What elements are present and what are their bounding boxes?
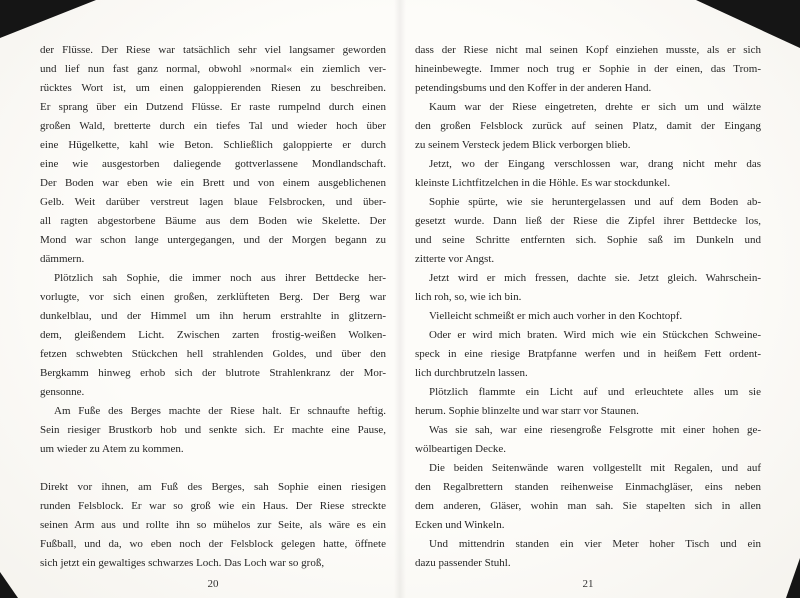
page-left: [40, 41, 386, 597]
page-text: [415, 41, 761, 573]
page-gutter-shadow: [394, 0, 406, 598]
paragraph: [415, 307, 761, 326]
text-line: gesetzt wurde. Dann ließ der Riese die Zipfel ihrer Bettdecke los,: [415, 215, 761, 227]
text-line: Plötzlich flammte ein Licht auf und erleuchtete alles um sie: [429, 386, 761, 398]
text-line: dunkelblau, und der Himmel um ihn herum erstrahlte in glitzern-: [40, 310, 386, 322]
text-line: sich jetzt ein gewaltiges schwarzes Loch. Das Loch war so groß,: [40, 557, 325, 569]
text-line: Jetzt, wo der Eingang verschlossen war, drang nicht mehr das: [429, 158, 761, 170]
text-line: zitterte vor Angst.: [415, 253, 495, 265]
text-line: und seine Schritte entfernten sich. Sophie saß im Dunkeln und: [415, 234, 761, 246]
page-number: 21: [582, 578, 594, 590]
text-line: Ecken und Winkeln.: [415, 519, 505, 531]
text-line: großen Wald, bretterte durch ein tiefes Tal und wieder hoch über: [40, 120, 386, 132]
text-line: dass der Riese nicht mal seinen Kopf einziehen musste, als er sich: [415, 44, 761, 56]
text-line: fetzen schwebten Stückchen hell strahlenden Goldes, und über den: [40, 348, 386, 360]
text-line: Direkt vor ihnen, am Fuß des Berges, sah Sophie einen riesigen: [40, 481, 386, 493]
paragraph: [40, 402, 386, 459]
text-line: Sein riesiger Brustkorb hob und senkte sich. Er machte eine Pause,: [40, 424, 386, 436]
text-line: kleinste Lichtfitzelchen in die Höhle. Es war stockdunkel.: [415, 177, 671, 189]
text-line: dämmern.: [40, 253, 85, 265]
page-text: [40, 41, 386, 573]
text-line: Mond war schon lange untergegangen, und der Morgen begann zu: [40, 234, 386, 246]
text-line: lich durchbrutzeln lassen.: [415, 367, 528, 379]
text-line: Oder er wird mich braten. Wird mich wie ein Stückchen Schweine-: [429, 329, 761, 341]
text-line: runden Felsblock. Er war so groß wie ein Haus. Der Riese streckte: [40, 500, 386, 512]
scan-corner-shadow-bottom-right: [786, 558, 800, 598]
text-line: der Flüsse. Der Riese war tatsächlich sehr viel langsamer geworden: [40, 44, 386, 56]
text-line: gensonne.: [40, 386, 85, 398]
text-line: all ragten abgestorbene Bäume aus dem Boden wie Skelette. Der: [40, 215, 386, 227]
text-line: Vielleicht schmeißt er mich auch vorher in den Kochtopf.: [429, 310, 683, 322]
text-line: Sophie spürte, wie sie heruntergelassen und auf dem Boden ab-: [429, 196, 761, 208]
text-line: rücktes Wort ist, um einen galoppierenden Riesen zu beschreiben.: [40, 82, 386, 94]
text-line: Und mittendrin standen ein vier Meter hoher Tisch und ein: [429, 538, 761, 550]
paragraph: [40, 269, 386, 402]
paragraph: [415, 421, 761, 459]
paragraph: [415, 326, 761, 383]
paragraph: [415, 535, 761, 573]
text-line: den Regalbrettern standen reihenweise Einmachgläser, eins neben: [415, 481, 761, 493]
paragraph: [40, 478, 386, 573]
text-line: speck in eine riesige Bratpfanne werfen und in heißem Fett ordent-: [415, 348, 761, 360]
paragraph: [415, 383, 761, 421]
text-line: petendingsbums und den Koffer in der anderen Hand.: [415, 82, 652, 94]
paragraph: [415, 193, 761, 269]
scan-corner-shadow-bottom-left: [0, 572, 18, 598]
text-line: und lief nun fast ganz normal, obwohl »normal« ein ziemlich ver-: [40, 63, 386, 75]
text-line: Der Boden war eben wie ein Brett und von einem ausgeblichenen: [40, 177, 386, 189]
text-line: Gelb. Weit darüber verstreut lagen blaue Felsbrocken, und über-: [40, 196, 386, 208]
text-line: dazu passender Stuhl.: [415, 557, 511, 569]
text-line: zu seinem Versteck jedem Blick verborgen blieb.: [415, 139, 631, 151]
text-line: Jetzt wird er mich fressen, dachte sie. Jetzt gleich. Wahrschein-: [429, 272, 761, 284]
text-line: seinen Arm aus und rollte ihn so mühelos zur Seite, als wäre es ein: [40, 519, 386, 531]
text-line: vorlugte, vor sich einen großen, zerklüfteten Berg. Der Berg war: [40, 291, 386, 303]
text-line: eine Hügelkette, kahl wie Beton. Schließlich galoppierte er durch: [40, 139, 386, 151]
page-number: 20: [207, 578, 219, 590]
text-line: lich roh, so, wie ich bin.: [415, 291, 522, 303]
text-line: dem anderen, Gläser, wohin man sah. Sie stapelten sich in allen: [415, 500, 761, 512]
text-line: Bergkamm hinweg erhob sich der blutrote Strahlenkranz der Mor-: [40, 367, 386, 379]
text-line: dem, gleißendem Licht. Zwischen zarten frostig-weißen Wolken-: [40, 329, 386, 341]
text-line: Die beiden Seitenwände waren vollgestellt mit Regalen, und auf: [429, 462, 761, 474]
page-right: [415, 41, 761, 597]
paragraph: [40, 41, 386, 269]
paragraph: [415, 41, 761, 98]
text-line: Fußball, und da, wo eben noch der Felsblock gelegen hatte, öffnete: [40, 538, 386, 550]
text-line: Am Fuße des Berges machte der Riese halt. Er schnaufte heftig.: [54, 405, 386, 417]
text-line: Kaum war der Riese eingetreten, drehte er sich um und wälzte: [429, 101, 761, 113]
scan-corner-shadow-top-left: [0, 0, 96, 38]
text-line: herum. Sophie blinzelte und war starr vor Staunen.: [415, 405, 639, 417]
text-line: Plötzlich sah Sophie, die immer noch aus ihrer Bettdecke her-: [54, 272, 386, 284]
text-line: Er sprang über ein Dutzend Flüsse. Er raste rumpelnd durch einen: [40, 101, 386, 113]
text-line: wölbeartigen Decke.: [415, 443, 507, 455]
paragraph: [415, 269, 761, 307]
text-line: den großen Felsblock zurück auf seinen Platz, damit der Eingang: [415, 120, 761, 132]
text-line: Was sie sah, war eine riesengroße Felsgrotte mit einer hohen ge-: [429, 424, 761, 436]
text-line: hineinbewegte. Immer noch trug er Sophie in der einen, das Trom-: [415, 63, 761, 75]
paragraph: [415, 155, 761, 193]
text-line: um wieder zu Atem zu kommen.: [40, 443, 184, 455]
text-line: eine wie ausgestorben daliegende gottverlassene Mondlandschaft.: [40, 158, 386, 170]
paragraph: [415, 459, 761, 535]
paragraph: [415, 98, 761, 155]
